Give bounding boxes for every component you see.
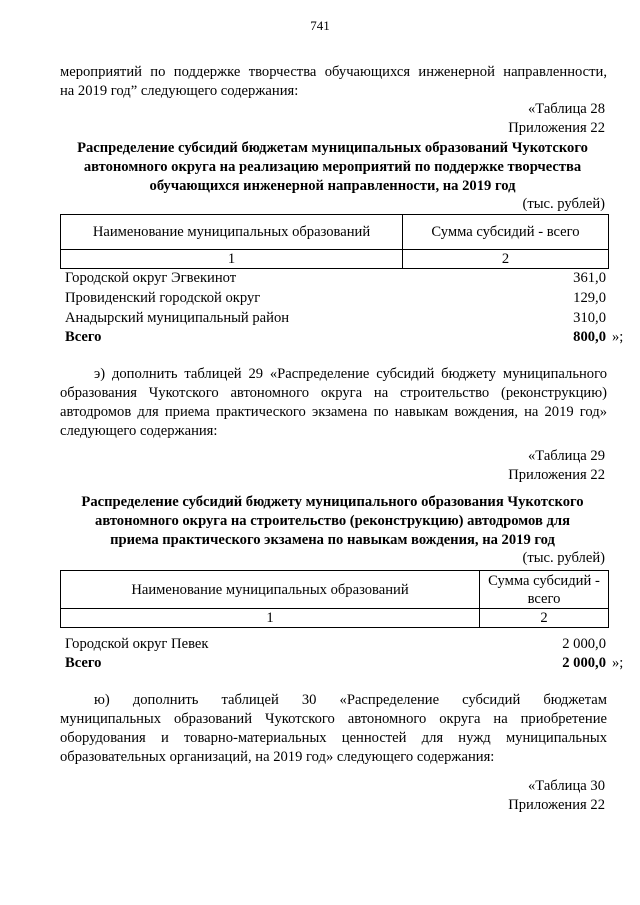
table28-ref-line-1: «Таблица 28 <box>527 101 605 117</box>
table28-total-row <box>65 328 606 346</box>
table28-title-line-3: обучающихся инженерной направленности, на 2019 год <box>149 178 516 194</box>
table28-row <box>65 289 606 307</box>
table29-header <box>60 570 609 628</box>
item-yu-line-4: образовательных организаций, на 2019 год» следующего содержания: <box>60 749 495 765</box>
table29-col2-header <box>480 571 609 609</box>
table29-row <box>65 635 606 653</box>
item-yu-line-1: ю) дополнить таблицей 30 «Распределение субсидий бюджетам <box>94 692 607 708</box>
table28-row-value: 129,0 <box>573 290 606 306</box>
table29-title-line-3: приема практического экзамена по навыкам вождения, на 2019 год <box>110 532 555 548</box>
intro-line-1: мероприятий по поддержке творчества обучающихся инженерной направленности, <box>60 64 607 80</box>
table28-row-value: 310,0 <box>573 310 606 326</box>
item-yu-line-3: оборудования и товарно-материальных ценностей для нужд муниципальных <box>60 730 607 746</box>
table28-unit: (тыс. рублей) <box>522 196 605 212</box>
table28-end-mark: »; <box>612 329 624 345</box>
table30-reference <box>60 777 605 815</box>
table29-row-value: 2 000,0 <box>562 636 606 652</box>
table30-ref-line-2: Приложения 22 <box>508 797 605 813</box>
intro-line-2: на 2019 год” следующего содержания: <box>60 83 299 99</box>
page-number: 741 <box>310 18 330 33</box>
table29-col2-header-line-2: всего <box>527 590 561 607</box>
table29-unit: (тыс. рублей) <box>522 550 605 566</box>
item-yu-line-2: муниципальных образований Чукотского автономного округа на приобретение <box>60 711 607 727</box>
table28-total-label: Всего <box>65 329 102 345</box>
table28-total-value: 800,0 <box>573 329 606 345</box>
table29-row-name: Городской округ Певек <box>65 636 209 652</box>
table28-row-name: Провиденский городской округ <box>65 290 261 306</box>
table28-col1-number: 1 <box>61 250 403 269</box>
table28-col2-header: Сумма субсидий - всего <box>403 215 609 250</box>
item-e-line-4: следующего содержания: <box>60 423 218 439</box>
table28-header <box>60 214 609 269</box>
table29-col1-number: 1 <box>61 609 480 628</box>
item-e-paragraph <box>60 365 607 441</box>
table28-title-line-1: Распределение субсидий бюджетам муниципальных образований Чукотского <box>77 140 588 156</box>
table29-reference <box>60 447 605 485</box>
table29-title-line-1: Распределение субсидий бюджету муниципального образования Чукотского <box>81 494 584 510</box>
table29-title-line-2: автономного округа на строительство (реконструкцию) автодромов для <box>95 513 570 529</box>
item-e-line-2: образования Чукотского автономного округа на строительство (реконструкцию) <box>60 385 607 401</box>
table29-end-mark: »; <box>612 655 624 671</box>
table28-row <box>65 269 606 287</box>
table29-title <box>55 493 610 550</box>
intro-paragraph <box>60 63 607 101</box>
table29-col1-header: Наименование муниципальных образований <box>61 571 480 609</box>
table28-reference <box>60 100 605 138</box>
table29-ref-line-2: Приложения 22 <box>508 467 605 483</box>
item-e-line-3: автодромов для приема практического экзамена по навыкам вождения, на 2019 год» <box>60 404 607 420</box>
table29-ref-line-1: «Таблица 29 <box>527 448 605 464</box>
table29-total-label: Всего <box>65 655 102 671</box>
table28-title-line-2: автономного округа на реализацию мероприятий по поддержке творчества <box>83 159 582 175</box>
table30-ref-line-1: «Таблица 30 <box>527 778 605 794</box>
table29-total-value: 2 000,0 <box>562 655 606 671</box>
table28-row-name: Городской округ Эгвекинот <box>65 270 237 286</box>
table28-ref-line-2: Приложения 22 <box>508 120 605 136</box>
table29-col2-header-line-1: Сумма субсидий - <box>488 572 600 589</box>
table28-row <box>65 309 606 327</box>
table29-total-row <box>65 654 606 672</box>
table28-row-value: 361,0 <box>573 270 606 286</box>
table28-col2-number: 2 <box>403 250 609 269</box>
item-yu-paragraph <box>60 691 607 767</box>
table28-row-name: Анадырский муниципальный район <box>65 310 290 326</box>
table28-col1-header: Наименование муниципальных образований <box>61 215 403 250</box>
item-e-line-1: э) дополнить таблицей 29 «Распределение субсидий бюджету муниципального <box>94 366 607 382</box>
table29-col2-number: 2 <box>480 609 609 628</box>
table28-title <box>55 139 610 196</box>
